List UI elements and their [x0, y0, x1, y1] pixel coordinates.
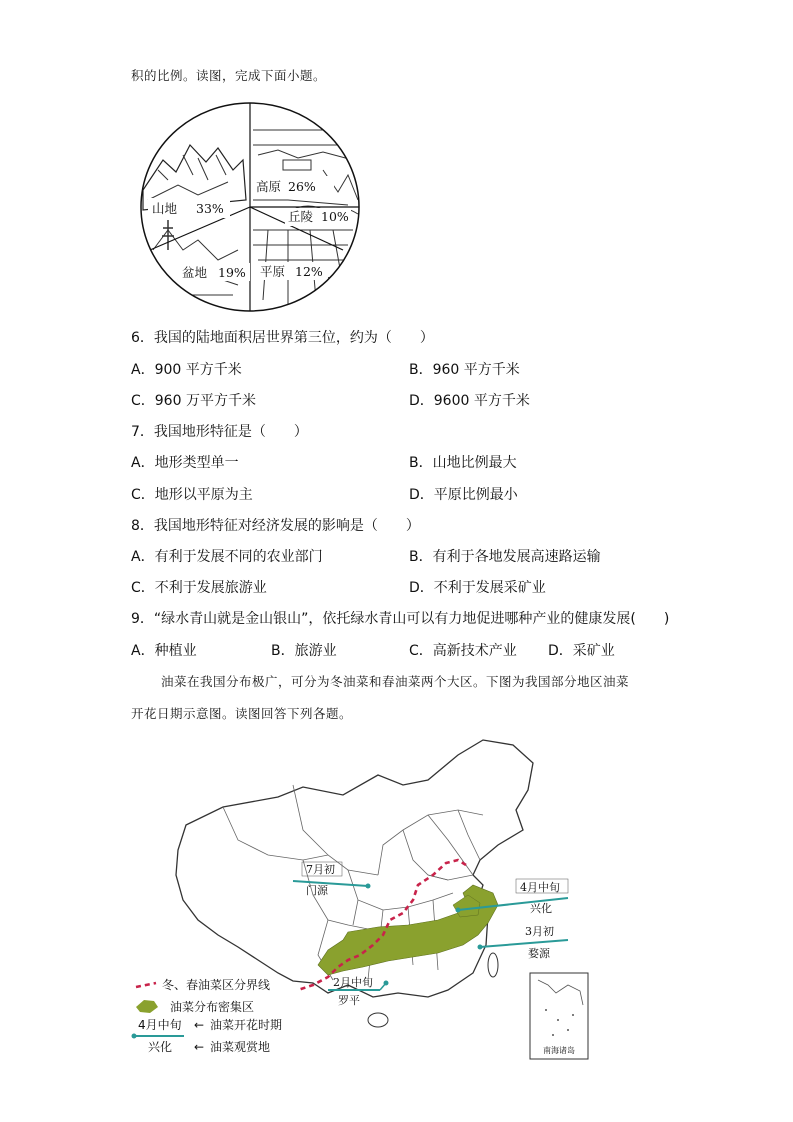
question-9-option-a[interactable]: A．种植业: [131, 643, 197, 659]
question-6-option-a[interactable]: A．900 平方千米: [131, 362, 242, 378]
pie-pct-plain: 12%: [295, 264, 323, 279]
legend-site-dot: [132, 1034, 137, 1039]
question-7-stem: 7．我国地形特征是（ ）: [131, 424, 308, 440]
question-7-option-d[interactable]: D．平原比例最小: [409, 487, 518, 503]
legend-sample-date: 4月中旬: [138, 1018, 182, 1032]
question-9-option-d[interactable]: D．采矿业: [548, 643, 615, 659]
intro2-line2: 开花日期示意图。读图回答下列各题。: [131, 706, 353, 721]
legend-flower-text: 油菜开花时期: [210, 1018, 283, 1032]
pie-label-plateau: 高原: [256, 179, 282, 194]
question-9-option-c[interactable]: C．高新技术产业: [409, 643, 517, 659]
question-7-option-b[interactable]: B．山地比例最大: [409, 455, 517, 471]
legend-sample-place: 兴化: [148, 1040, 173, 1054]
question-6-option-b[interactable]: B．960 平方千米: [409, 362, 520, 378]
question-8-option-d[interactable]: D．不利于发展采矿业: [409, 580, 546, 596]
callout-xinghua-place: 兴化: [530, 902, 552, 915]
pie-label-plain: 平原: [260, 264, 286, 279]
terrain-pie-chart: [138, 100, 368, 315]
question-7-option-c[interactable]: C．地形以平原为主: [131, 487, 253, 503]
callout-luoping-date: 2月中旬: [333, 976, 373, 989]
pie-pct-basin: 19%: [218, 265, 246, 280]
map-legend: [132, 977, 283, 1054]
pie-label-mountain: 山地: [152, 201, 178, 216]
callout-menyuan-date: 7月初: [306, 863, 335, 876]
callout-luoping-place: 罗平: [338, 994, 360, 1007]
pie-pct-hills: 10%: [321, 209, 349, 224]
pie-label-basin: 盆地: [182, 265, 208, 280]
question-8-option-c[interactable]: C．不利于发展旅游业: [131, 580, 267, 596]
question-8-option-a[interactable]: A．有利于发展不同的农业部门: [131, 549, 323, 565]
legend-arrow-1: ←: [194, 1018, 205, 1032]
question-6-option-c[interactable]: C．960 万平方千米: [131, 393, 256, 409]
question-6-stem: 6．我国的陆地面积居世界第三位，约为（ ）: [131, 330, 434, 346]
legend-boundary-swatch: [136, 983, 156, 987]
rapeseed-map: [128, 735, 598, 1065]
question-8-option-b[interactable]: B．有利于各地发展高速路运输: [409, 549, 601, 565]
legend-view-text: 油菜观赏地: [210, 1040, 271, 1054]
legend-dense-text: 油菜分布密集区: [170, 1000, 255, 1014]
question-9-stem: 9．“绿水青山就是金山银山”，依托绿水青山可以有力地促进哪种产业的健康发展( ): [131, 611, 670, 627]
question-8-stem: 8．我国地形特征对经济发展的影响是（ ）: [131, 518, 420, 534]
question-7-option-a[interactable]: A．地形类型单一: [131, 455, 239, 471]
intro2-line1: 油菜在我国分布极广，可分为冬油菜和春油菜两个大区。下图为我国部分地区油菜: [161, 674, 630, 689]
legend-dense-swatch: [136, 1000, 158, 1013]
callout-wuyuan-place: 婺源: [528, 947, 550, 960]
question-6-option-d[interactable]: D．9600 平方千米: [409, 393, 530, 409]
question-9-option-b[interactable]: B．旅游业: [271, 643, 337, 659]
legend-boundary-text: 冬、春油菜区分界线: [162, 978, 271, 992]
legend-arrow-2: ←: [194, 1040, 205, 1054]
hainan-island: [368, 1013, 388, 1027]
callout-xinghua-date: 4月中旬: [520, 881, 560, 894]
pie-pct-plateau: 26%: [288, 179, 316, 194]
callout-wuyuan-date: 3月初: [525, 925, 554, 938]
taiwan-island: [488, 953, 498, 977]
pie-label-hills: 丘陵: [288, 209, 314, 224]
pie-pct-mountain: 33%: [196, 201, 224, 216]
intro-text: 积的比例。读图，完成下面小题。: [131, 68, 327, 83]
callout-menyuan-place: 门源: [306, 884, 328, 897]
inset-label: 南海诸岛: [543, 1046, 575, 1055]
